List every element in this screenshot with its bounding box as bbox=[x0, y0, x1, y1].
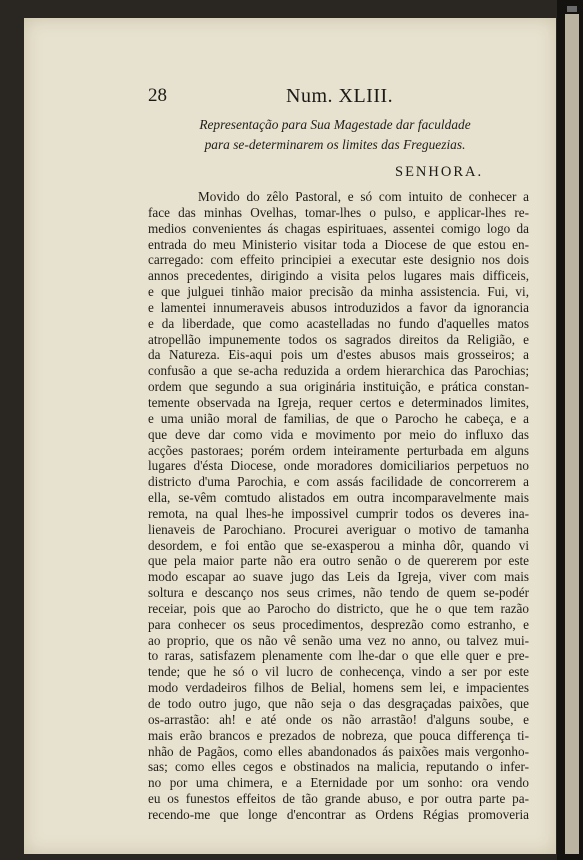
next-page-paper bbox=[565, 14, 579, 854]
text-line: sas; como elles cegos e obstinados na malicia, reputando o infer- bbox=[148, 759, 529, 775]
text-line: districto d'uma Parochia, e com assás facilidade de concorrerem a bbox=[148, 474, 529, 490]
text-line: e que julguei tinhão maior precisão da minha assistencia. Fui, vi, bbox=[148, 284, 529, 300]
document-subtitle bbox=[150, 115, 520, 155]
text-line: os-arrastão: ah! e até onde os não arrastão! d'alguns soube, e bbox=[148, 711, 529, 727]
page-number: 28 bbox=[148, 85, 167, 106]
text-line: modo escapar ao suave jugo das Leis da Igreja, viver com mais bbox=[148, 569, 529, 585]
text-line: atropellão impunemente todos os sagrados direitos da Religião, e bbox=[148, 331, 529, 347]
text-line: mais erão brancos e prezados de nobreza, que pouca differença ti- bbox=[148, 727, 529, 743]
body-text bbox=[148, 189, 529, 823]
text-line: modo verdadeiros filhos de Belial, homens sem lei, e impacientes bbox=[148, 680, 529, 696]
document-number-title: Num. XLIII. bbox=[286, 85, 394, 107]
text-line: Movido do zêlo Pastoral, e só com intuito de conhecer a bbox=[198, 189, 529, 204]
text-line: face das minhas Ovelhas, tomar-lhes o pulso, e applicar-lhes re- bbox=[148, 204, 529, 220]
text-line: que deve dar como vida e movimento por meio do influxo das bbox=[148, 426, 529, 442]
text-line: tende; que he só o vil lucro de conhecença, vindo a ser por este bbox=[148, 664, 529, 680]
subtitle-line: Representação para Sua Magestade dar faculdade bbox=[199, 117, 471, 132]
text-line: remota, na qual lhes-he impossivel cumprir todos os deveres ina- bbox=[148, 505, 529, 521]
text-line: desordem, e foi então que se-exasperou a minha dôr, quando vi bbox=[148, 537, 529, 553]
text-line: medios convenientes ás chagas espirituaes, assentei comigo logo da bbox=[148, 220, 529, 236]
text-line: de todo outro jugo, que não seja o das desgraçadas paixões, que bbox=[148, 696, 529, 711]
text-line: e uma união moral de familias, de que o Parocho he cabeça, e a bbox=[148, 410, 529, 426]
text-line: to raras, satisfazem plenamente com lhe-dar o que elle quer e pre- bbox=[148, 648, 529, 664]
text-line: da Natureza. Eis-aqui pois um d'estes abusos mais grosseiros; a bbox=[148, 347, 529, 363]
text-line: confusão a que se-acha reduzida a ordem hierarchica das Parochias; bbox=[148, 363, 529, 379]
text-line: no por uma chimera, e a Eternidade por um sonho: ora vendo bbox=[148, 775, 529, 791]
text-line: acções pastoraes; porém ordem inteiramente perturbada em alguns bbox=[148, 442, 529, 458]
text-line: annos precedentes, dirigindo a visita pelos lugares mais difficeis, bbox=[148, 268, 529, 284]
text-line: soltura e descanço nos seus crimes, não tendo de quem se-podér bbox=[148, 585, 529, 601]
text-line: e da liberdade, que como acastelladas no fundo d'aquelles matos bbox=[148, 315, 529, 331]
text-line: ella, se-vêm comtudo alistados em outra incomparavelmente mais bbox=[148, 490, 529, 506]
text-line: nhão de Pagãos, como elles abandonados ás paixões mais vergonho- bbox=[148, 743, 529, 759]
subtitle-line: para se-determinarem os limites das Freguezias. bbox=[204, 137, 466, 152]
text-line: lienaveis de Parochiano. Procurei averiguar o motivo de tamanha bbox=[148, 521, 529, 537]
calibration-tab bbox=[567, 6, 577, 12]
text-line: ordem que segundo a sua originária instituição, e prática constan- bbox=[148, 379, 529, 395]
text-line: para conhecer os seus procedimentos, desprezão como estranho, e bbox=[148, 616, 529, 632]
text-line: que pela maior parte não era outro senão o de quererem por este bbox=[148, 553, 529, 569]
text-line: recendo-me que longe d'encontrar as Ordens Régias promoveria bbox=[148, 806, 529, 822]
text-line: entrada do meu Ministerio visitar toda a Diocese de que estou en- bbox=[148, 236, 529, 252]
salutation: SENHORA. bbox=[395, 164, 484, 180]
text-line: e lamentei innumeraveis abusos introduzidos a favor da ignorancia bbox=[148, 299, 529, 315]
text-line: eu os funestos effeitos de tão grande abuso, e por outra parte pa- bbox=[148, 791, 529, 807]
text-line: temente observada na Igreja, requer certos e determinados limites, bbox=[148, 394, 529, 410]
text-line: ao proprio, que os não vê senão uma vez no anno, ou talvez mui- bbox=[148, 632, 529, 648]
text-line: carregado: com effeito principiei a executar este designio nos dois bbox=[148, 252, 529, 268]
page-header bbox=[148, 85, 498, 109]
text-line: lugares d'ésta Diocese, onde moradores domiciliarios perpetuos no bbox=[148, 458, 529, 474]
text-line: receiar, pois que ao Parocho do districto, que he o que tem razão bbox=[148, 600, 529, 616]
